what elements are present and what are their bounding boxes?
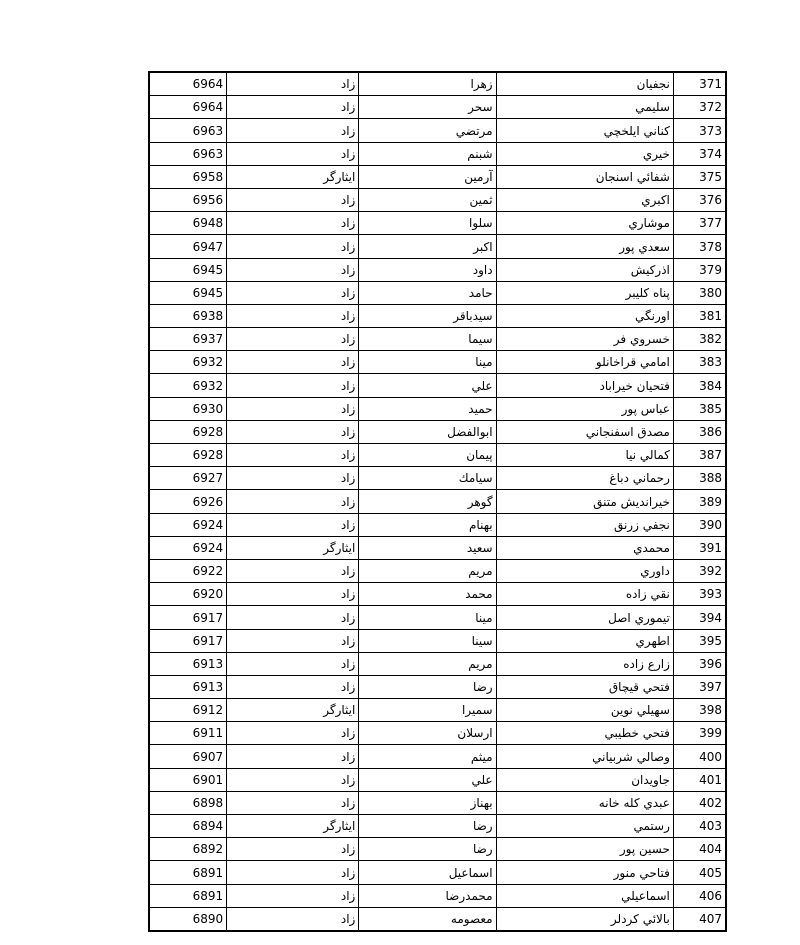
quota-cell: ايثارگر	[227, 536, 359, 559]
quota-cell: زاد	[227, 258, 359, 281]
score-cell: 6891	[149, 861, 227, 884]
quota-cell: زاد	[227, 907, 359, 931]
first-name-cell: سينا	[359, 629, 496, 652]
last-name-cell: فتاحي منور	[496, 861, 673, 884]
score-cell: 6913	[149, 652, 227, 675]
score-cell: 6937	[149, 328, 227, 351]
quota-cell: ايثارگر	[227, 815, 359, 838]
row-number-cell: 372	[673, 96, 726, 119]
last-name-cell: كمالي نيا	[496, 444, 673, 467]
quota-cell: زاد	[227, 606, 359, 629]
first-name-cell: آرمين	[359, 165, 496, 188]
score-cell: 6892	[149, 838, 227, 861]
score-cell: 6912	[149, 699, 227, 722]
row-number-cell: 371	[673, 72, 726, 96]
first-name-cell: ارسلان	[359, 722, 496, 745]
first-name-cell: ابوالفضل	[359, 420, 496, 443]
row-number-cell: 397	[673, 675, 726, 698]
score-cell: 6894	[149, 815, 227, 838]
last-name-cell: حسين پور	[496, 838, 673, 861]
score-cell: 6898	[149, 791, 227, 814]
score-cell: 6945	[149, 281, 227, 304]
first-name-cell: محمد	[359, 583, 496, 606]
table-row	[149, 165, 726, 188]
quota-cell: زاد	[227, 629, 359, 652]
score-cell: 6917	[149, 629, 227, 652]
first-name-cell: علي	[359, 374, 496, 397]
score-cell: 6924	[149, 513, 227, 536]
quota-cell: زاد	[227, 351, 359, 374]
first-name-cell: اسماعيل	[359, 861, 496, 884]
last-name-cell: موشاري	[496, 212, 673, 235]
table-row	[149, 328, 726, 351]
last-name-cell: اورنگي	[496, 304, 673, 327]
score-cell: 6922	[149, 559, 227, 582]
row-number-cell: 391	[673, 536, 726, 559]
quota-cell: زاد	[227, 583, 359, 606]
score-cell: 6926	[149, 490, 227, 513]
row-number-cell: 395	[673, 629, 726, 652]
table-row	[149, 490, 726, 513]
first-name-cell: گوهر	[359, 490, 496, 513]
quota-cell: زاد	[227, 444, 359, 467]
score-cell: 6907	[149, 745, 227, 768]
table-row	[149, 281, 726, 304]
quota-cell: زاد	[227, 513, 359, 536]
score-cell: 6932	[149, 374, 227, 397]
table-row	[149, 374, 726, 397]
first-name-cell: سلوا	[359, 212, 496, 235]
table-row	[149, 420, 726, 443]
last-name-cell: فتحي خطيبي	[496, 722, 673, 745]
score-cell: 6956	[149, 188, 227, 211]
table-row	[149, 722, 726, 745]
last-name-cell: عبدي كله خانه	[496, 791, 673, 814]
quota-cell: زاد	[227, 768, 359, 791]
table-row	[149, 304, 726, 327]
table-row	[149, 513, 726, 536]
first-name-cell: مرتضي	[359, 119, 496, 142]
score-cell: 6928	[149, 444, 227, 467]
last-name-cell: رحماني دباغ	[496, 467, 673, 490]
last-name-cell: فتحي قيچاق	[496, 675, 673, 698]
score-cell: 6920	[149, 583, 227, 606]
first-name-cell: معصومه	[359, 907, 496, 931]
row-number-cell: 398	[673, 699, 726, 722]
row-number-cell: 383	[673, 351, 726, 374]
table-row	[149, 675, 726, 698]
last-name-cell: خسروي فر	[496, 328, 673, 351]
quota-cell: زاد	[227, 420, 359, 443]
quota-cell: زاد	[227, 304, 359, 327]
score-cell: 6928	[149, 420, 227, 443]
last-name-cell: اطهري	[496, 629, 673, 652]
row-number-cell: 394	[673, 606, 726, 629]
row-number-cell: 389	[673, 490, 726, 513]
row-number-cell: 384	[673, 374, 726, 397]
score-cell: 6924	[149, 536, 227, 559]
row-number-cell: 380	[673, 281, 726, 304]
first-name-cell: پيمان	[359, 444, 496, 467]
quota-cell: زاد	[227, 119, 359, 142]
row-number-cell: 375	[673, 165, 726, 188]
score-cell: 6964	[149, 96, 227, 119]
first-name-cell: ميثم	[359, 745, 496, 768]
quota-cell: زاد	[227, 675, 359, 698]
row-number-cell: 385	[673, 397, 726, 420]
quota-cell: زاد	[227, 722, 359, 745]
last-name-cell: فتحيان خيراباد	[496, 374, 673, 397]
table-row	[149, 188, 726, 211]
last-name-cell: اسماعيلي	[496, 884, 673, 907]
row-number-cell: 399	[673, 722, 726, 745]
score-cell: 6938	[149, 304, 227, 327]
last-name-cell: مصدق اسفنجاني	[496, 420, 673, 443]
last-name-cell: بالائي كردلر	[496, 907, 673, 931]
score-cell: 6930	[149, 397, 227, 420]
table-row	[149, 444, 726, 467]
table-row	[149, 838, 726, 861]
first-name-cell: بهناز	[359, 791, 496, 814]
last-name-cell: عباس پور	[496, 397, 673, 420]
first-name-cell: شبنم	[359, 142, 496, 165]
row-number-cell: 386	[673, 420, 726, 443]
quota-cell: زاد	[227, 838, 359, 861]
last-name-cell: خيرانديش متنق	[496, 490, 673, 513]
first-name-cell: ثمين	[359, 188, 496, 211]
first-name-cell: سيما	[359, 328, 496, 351]
table-row	[149, 606, 726, 629]
table-row	[149, 745, 726, 768]
table-row	[149, 212, 726, 235]
table-row	[149, 768, 726, 791]
score-cell: 6913	[149, 675, 227, 698]
row-number-cell: 377	[673, 212, 726, 235]
row-number-cell: 407	[673, 907, 726, 931]
row-number-cell: 392	[673, 559, 726, 582]
quota-cell: زاد	[227, 884, 359, 907]
last-name-cell: جاويدان	[496, 768, 673, 791]
score-cell: 6963	[149, 142, 227, 165]
first-name-cell: حميد	[359, 397, 496, 420]
row-number-cell: 390	[673, 513, 726, 536]
row-number-cell: 402	[673, 791, 726, 814]
table-row	[149, 652, 726, 675]
last-name-cell: داوري	[496, 559, 673, 582]
last-name-cell: كناني ايلخچي	[496, 119, 673, 142]
first-name-cell: محمدرضا	[359, 884, 496, 907]
last-name-cell: محمدي	[496, 536, 673, 559]
first-name-cell: علي	[359, 768, 496, 791]
first-name-cell: سعيد	[359, 536, 496, 559]
table-row	[149, 536, 726, 559]
last-name-cell: سليمي	[496, 96, 673, 119]
first-name-cell: سميرا	[359, 699, 496, 722]
quota-cell: زاد	[227, 281, 359, 304]
last-name-cell: سعدي پور	[496, 235, 673, 258]
first-name-cell: رضا	[359, 675, 496, 698]
quota-cell: زاد	[227, 652, 359, 675]
last-name-cell: وصالي شربياني	[496, 745, 673, 768]
score-cell: 6947	[149, 235, 227, 258]
quota-cell: ايثارگر	[227, 165, 359, 188]
quota-cell: زاد	[227, 861, 359, 884]
table-row	[149, 351, 726, 374]
last-name-cell: تيموري اصل	[496, 606, 673, 629]
first-name-cell: رضا	[359, 815, 496, 838]
quota-cell: زاد	[227, 374, 359, 397]
row-number-cell: 376	[673, 188, 726, 211]
row-number-cell: 374	[673, 142, 726, 165]
row-number-cell: 403	[673, 815, 726, 838]
table-row	[149, 907, 726, 931]
table-row	[149, 791, 726, 814]
row-number-cell: 401	[673, 768, 726, 791]
table-row	[149, 96, 726, 119]
quota-cell: زاد	[227, 328, 359, 351]
score-cell: 6911	[149, 722, 227, 745]
first-name-cell: مينا	[359, 606, 496, 629]
table-row	[149, 861, 726, 884]
last-name-cell: امامي قراخانلو	[496, 351, 673, 374]
table-row	[149, 559, 726, 582]
first-name-cell: بهنام	[359, 513, 496, 536]
table-row	[149, 629, 726, 652]
score-cell: 6945	[149, 258, 227, 281]
table-row	[149, 235, 726, 258]
quota-cell: زاد	[227, 745, 359, 768]
table-row	[149, 119, 726, 142]
quota-cell: زاد	[227, 96, 359, 119]
quota-cell: زاد	[227, 235, 359, 258]
first-name-cell: مريم	[359, 559, 496, 582]
first-name-cell: مريم	[359, 652, 496, 675]
score-cell: 6917	[149, 606, 227, 629]
row-number-cell: 381	[673, 304, 726, 327]
quota-cell: زاد	[227, 467, 359, 490]
first-name-cell: سحر	[359, 96, 496, 119]
score-cell: 6890	[149, 907, 227, 931]
table-row	[149, 258, 726, 281]
row-number-cell: 373	[673, 119, 726, 142]
first-name-cell: داود	[359, 258, 496, 281]
table-row	[149, 467, 726, 490]
score-cell: 6932	[149, 351, 227, 374]
last-name-cell: اكبري	[496, 188, 673, 211]
last-name-cell: رستمي	[496, 815, 673, 838]
first-name-cell: اكبر	[359, 235, 496, 258]
score-cell: 6958	[149, 165, 227, 188]
last-name-cell: نقي زاده	[496, 583, 673, 606]
quota-cell: زاد	[227, 397, 359, 420]
score-cell: 6901	[149, 768, 227, 791]
quota-cell: زاد	[227, 490, 359, 513]
table-row	[149, 72, 726, 96]
quota-cell: زاد	[227, 142, 359, 165]
last-name-cell: نجفي زرنق	[496, 513, 673, 536]
table-row	[149, 815, 726, 838]
last-name-cell: اذركيش	[496, 258, 673, 281]
table-row	[149, 884, 726, 907]
results-table-body	[149, 72, 726, 931]
row-number-cell: 400	[673, 745, 726, 768]
quota-cell: زاد	[227, 72, 359, 96]
first-name-cell: حامد	[359, 281, 496, 304]
last-name-cell: خيري	[496, 142, 673, 165]
score-cell: 6927	[149, 467, 227, 490]
first-name-cell: زهرا	[359, 72, 496, 96]
first-name-cell: سيدباقر	[359, 304, 496, 327]
quota-cell: زاد	[227, 212, 359, 235]
score-cell: 6963	[149, 119, 227, 142]
row-number-cell: 393	[673, 583, 726, 606]
row-number-cell: 387	[673, 444, 726, 467]
last-name-cell: نجفيان	[496, 72, 673, 96]
row-number-cell: 382	[673, 328, 726, 351]
row-number-cell: 388	[673, 467, 726, 490]
results-table	[148, 71, 727, 932]
row-number-cell: 379	[673, 258, 726, 281]
row-number-cell: 396	[673, 652, 726, 675]
table-row	[149, 397, 726, 420]
score-cell: 6948	[149, 212, 227, 235]
first-name-cell: رضا	[359, 838, 496, 861]
quota-cell: زاد	[227, 188, 359, 211]
table-row	[149, 699, 726, 722]
table-row	[149, 142, 726, 165]
row-number-cell: 404	[673, 838, 726, 861]
score-cell: 6964	[149, 72, 227, 96]
first-name-cell: سيامك	[359, 467, 496, 490]
quota-cell: زاد	[227, 791, 359, 814]
last-name-cell: پناه كليبر	[496, 281, 673, 304]
table-row	[149, 583, 726, 606]
quota-cell: زاد	[227, 559, 359, 582]
quota-cell: ايثارگر	[227, 699, 359, 722]
last-name-cell: زارع زاده	[496, 652, 673, 675]
row-number-cell: 406	[673, 884, 726, 907]
score-cell: 6891	[149, 884, 227, 907]
row-number-cell: 378	[673, 235, 726, 258]
row-number-cell: 405	[673, 861, 726, 884]
first-name-cell: مينا	[359, 351, 496, 374]
last-name-cell: سهيلي نوين	[496, 699, 673, 722]
last-name-cell: شفائي اسنجان	[496, 165, 673, 188]
